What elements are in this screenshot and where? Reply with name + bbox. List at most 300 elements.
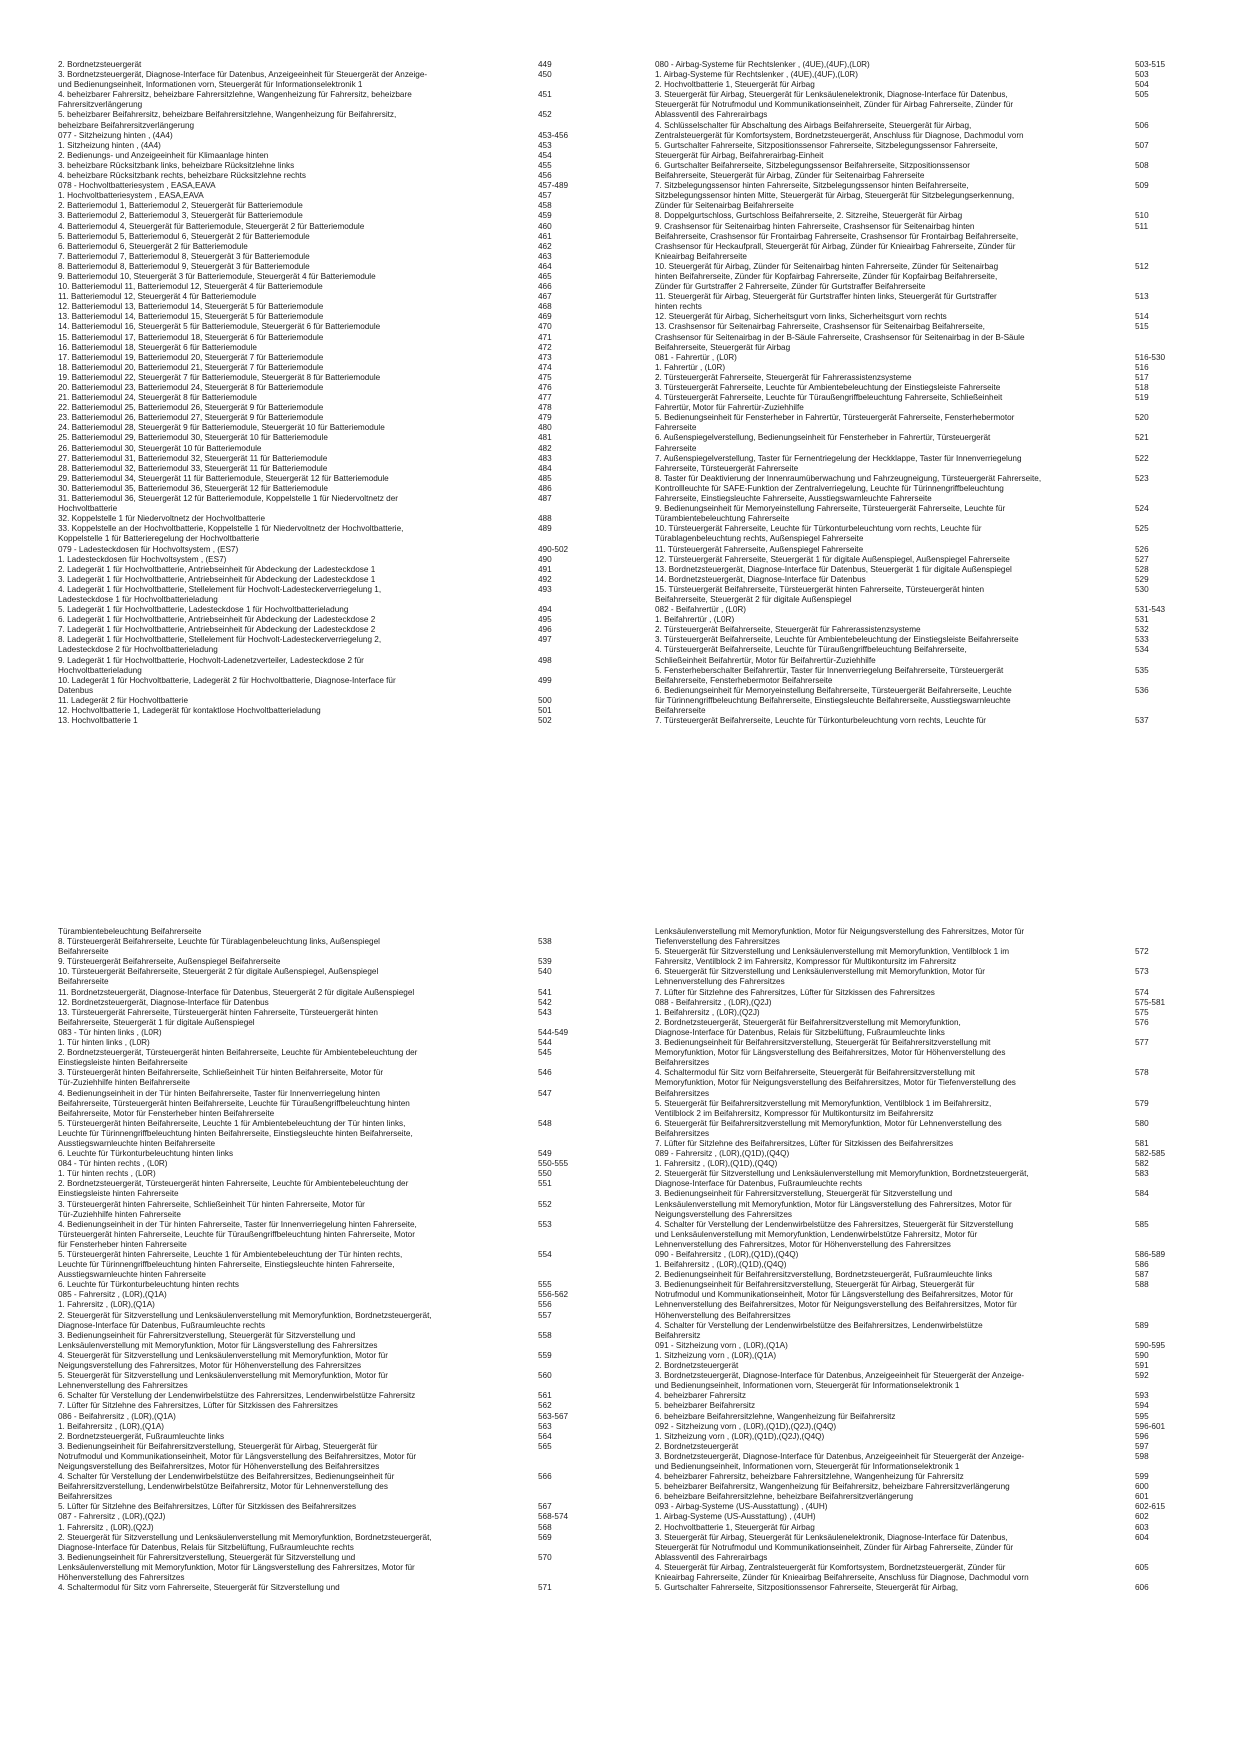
toc-entry-text: 1. Beifahrersitz , (L0R),(Q1A): [58, 1421, 165, 1431]
toc-entry-row: [58, 1391, 638, 1401]
toc-entry-row: [58, 1432, 638, 1442]
toc-page-number: 526: [1135, 544, 1149, 554]
toc-entry-row: [58, 575, 638, 585]
toc-entry-text: 3. Bordnetzsteuergerät, Diagnose-Interface für Datenbus, Anzeigeeinheit für Steuergerät der Anzeige-: [655, 1451, 1025, 1461]
toc-entry-row: [58, 504, 638, 514]
toc-page-number: 606: [1135, 1583, 1149, 1593]
toc-entry-text: 086 - Beifahrersitz , (L0R),(Q1A): [58, 1411, 176, 1421]
toc-entry-text: Türambientebeleuchtung Beifahrerseite: [58, 927, 202, 936]
toc-entry-text: Fahrerseite, Einstiegsleuchte Fahrerseite, Ausstiegswarnleuchte Fahrerseite: [655, 494, 932, 504]
toc-entry-text: 3. Batteriemodul 2, Batteriemodul 3, Steuergerät für Batteriemodule: [58, 211, 303, 221]
toc-entry-text: 5. Türsteuergerät hinten Beifahrerseite, Leuchte 1 für Ambientebeleuchtung der Tür hinten links,: [58, 1118, 406, 1128]
toc-page-number: 585: [1135, 1219, 1149, 1229]
toc-page-number: 498: [538, 655, 552, 665]
toc-page-number: 461: [538, 231, 552, 241]
toc-entry-text: 4. Schalter für Verstellung der Lendenwirbelstütze des Beifahrersitzes, Bedienungseinheit für: [58, 1472, 395, 1482]
toc-entry-text: 3. Türsteuergerät hinten Beifahrerseite, Schließeinheit Tür hinten Beifahrerseite, Motor für: [58, 1068, 384, 1078]
toc-entry-row: [655, 1472, 1235, 1482]
toc-page-number: 499: [538, 675, 552, 685]
toc-page-number: 484: [538, 463, 552, 473]
toc-entry-text: 1. Tür hinten links , (L0R): [58, 1038, 150, 1048]
toc-entry-text: 5. beheizbarer Beifahrersitz, beheizbare Beifahrersitzlehne, Wangenheizung für Beifahrersitz,: [58, 110, 397, 120]
toc-column-top-left: [58, 60, 638, 726]
toc-page-number: 503: [1135, 70, 1149, 80]
toc-page-number: 511: [1135, 221, 1149, 231]
toc-entry-text: Notrufmodul und Kommunikationseinheit, Motor für Längsverstellung des Beifahrersitzes, Motor für: [655, 1290, 1014, 1300]
toc-page-number: [1135, 484, 1215, 494]
toc-section-row: [655, 1250, 1235, 1260]
toc-entry-text: 28. Batteriemodul 32, Batteriemodul 33, Steuergerät 11 für Batteriemodule: [58, 463, 328, 473]
toc-entry-text: 6. Bedienungseinheit für Memoryeinstellung Beifahrerseite, Türsteuergerät Beifahrerseite, Leuchte: [655, 685, 1012, 695]
toc-entry-text: 2. Hochvoltbatterie 1, Steuergerät für Airbag: [655, 1522, 815, 1532]
toc-page-number: 539: [538, 957, 552, 967]
toc-page-number: 534: [1135, 645, 1149, 655]
toc-page-number: 459: [538, 211, 552, 221]
toc-entry-row: [58, 191, 638, 201]
toc-entry-text: 10. Steuergerät für Airbag, Zünder für Seitenairbag hinten Fahrerseite, Zünder für Seitenairbag: [655, 261, 999, 271]
toc-page-number: 463: [538, 251, 552, 261]
toc-entry-row: [58, 1129, 638, 1139]
toc-entry-row: [655, 100, 1235, 110]
toc-entry-row: [58, 625, 638, 635]
toc-page-number: 560: [538, 1371, 552, 1381]
toc-entry-row: [655, 403, 1235, 413]
toc-entry-text: Beifahrersitzes: [655, 1128, 710, 1138]
toc-entry-row: [58, 595, 638, 605]
toc-entry-text: Hochvoltbatterieladung: [58, 665, 142, 675]
toc-entry-text: 2. Bordnetzsteuergerät, Steuergerät für Beifahrersitzverstellung mit Memoryfunktion,: [655, 1017, 961, 1027]
toc-page-number: 536: [1135, 685, 1149, 695]
toc-entry-text: 10. Ladegerät 1 für Hochvoltbatterie, Ladegerät 2 für Hochvoltbatterie, Diagnose-Interface für: [58, 675, 396, 685]
toc-entry-text: Knieairbag Beifahrerseite: [655, 251, 747, 261]
toc-entry-row: [655, 211, 1235, 221]
toc-section-row: [655, 60, 1235, 70]
toc-entry-row: [655, 232, 1235, 242]
toc-entry-row: [58, 222, 638, 232]
toc-entry-text: Zünder für Seitenairbag Beifahrerseite: [655, 201, 794, 211]
toc-entry-text: 33. Koppelstelle an der Hochvoltbatterie, Koppelstelle 1 für Niedervoltnetz der Hochvoltbatterie,: [58, 524, 404, 534]
toc-entry-text: 1. Sitzheizung hinten , (4A4): [58, 140, 161, 150]
toc-page-number: [1135, 514, 1215, 524]
toc-section-row: [655, 1341, 1235, 1351]
toc-entry-row: [58, 1482, 638, 1492]
toc-entry-text: Beifahrerseite, Crashsensor für Frontairbag Fahrerseite, Crashsensor für Frontairbag Beifahrerseite,: [655, 231, 1019, 241]
toc-entry-row: [655, 1089, 1235, 1099]
toc-entry-row: [58, 383, 638, 393]
toc-page-number: 581: [1135, 1138, 1149, 1148]
toc-entry-row: [655, 595, 1235, 605]
toc-entry-row: [655, 1432, 1235, 1442]
toc-entry-row: [655, 1119, 1235, 1129]
toc-entry-text: 3. Ladegerät 1 für Hochvoltbatterie, Antriebseinheit für Abdeckung der Ladesteckdose 1: [58, 574, 376, 584]
toc-page-number: 513: [1135, 292, 1149, 302]
toc-section-row: [655, 353, 1235, 363]
toc-entry-row: [655, 464, 1235, 474]
toc-entry-text: Steuergerät für Airbag, Beifahrerairbag-Einheit: [655, 150, 824, 160]
toc-entry-row: [58, 1492, 638, 1502]
toc-entry-row: [58, 1240, 638, 1250]
toc-entry-text: Memoryfunktion, Motor für Neigungsverstellung des Beifahrersitzes, Motor für Tiefenverstellung des: [655, 1078, 1016, 1088]
toc-entry-row: [655, 343, 1235, 353]
toc-entry-row: [58, 1139, 638, 1149]
toc-entry-row: [655, 1018, 1235, 1028]
toc-entry-row: [58, 706, 638, 716]
toc-column-top-right: [655, 60, 1235, 726]
toc-entry-text: Höhenverstellung des Beifahrersitzes: [655, 1310, 791, 1320]
toc-entry-text: 11. Türsteuergerät Fahrerseite, Außenspiegel Fahrerseite: [655, 544, 864, 554]
toc-entry-text: Ablassventil des Fahrerairbags: [655, 110, 768, 120]
toc-entry-text: 9. Batteriemodul 10, Steuergerät 3 für Batteriemodule, Steuergerät 4 für Batteriemodule: [58, 271, 376, 281]
toc-entry-row: [58, 211, 638, 221]
toc-page-number: [1135, 333, 1215, 343]
toc-entry-text: 078 - Hochvoltbatteriesystem , EASA,EAVA: [58, 181, 216, 191]
toc-page-number: [1135, 1290, 1215, 1300]
toc-page-number: [538, 1139, 618, 1149]
toc-entry-row: [655, 121, 1235, 131]
toc-page-number: 590-595: [1135, 1340, 1166, 1350]
toc-page-number: 488: [538, 514, 552, 524]
toc-entry-text: 24. Batteriemodul 28, Steuergerät 9 für Batteriemodule, Steuergerät 10 für Batteriemodule: [58, 423, 385, 433]
toc-entry-text: beheizbare Beifahrersitzverlängerung: [58, 120, 195, 130]
toc-page-number: [1135, 1381, 1215, 1391]
toc-page-number: [538, 1058, 618, 1068]
toc-entry-text: 5. Ladegerät 1 für Hochvoltbatterie, Ladesteckdose 1 für Hochvoltbatterieladung: [58, 605, 349, 615]
toc-page-number: [1135, 1240, 1215, 1250]
toc-page-number: 589: [1135, 1320, 1149, 1330]
toc-entry-row: [58, 474, 638, 484]
toc-entry-row: [58, 686, 638, 696]
toc-page-number: [1135, 595, 1215, 605]
toc-page-number: 597: [1135, 1441, 1149, 1451]
toc-page-number: [1135, 1028, 1215, 1038]
toc-page-number: 508: [1135, 160, 1149, 170]
toc-section-row: [58, 1290, 638, 1300]
toc-page-number: 522: [1135, 453, 1149, 463]
toc-page-number: 563-567: [538, 1411, 569, 1421]
toc-entry-row: [58, 645, 638, 655]
toc-page-number: [1135, 1573, 1215, 1583]
toc-entry-row: [655, 1321, 1235, 1331]
toc-entry-row: [58, 1381, 638, 1391]
toc-entry-text: 088 - Beifahrersitz , (L0R),(Q2J): [655, 997, 772, 1007]
toc-entry-row: [58, 90, 638, 100]
toc-entry-row: [58, 1008, 638, 1018]
toc-entry-row: [655, 292, 1235, 302]
toc-entry-text: 16. Batteriemodul 18, Steuergerät 6 für Batteriemodule: [58, 342, 257, 352]
toc-entry-row: [655, 947, 1235, 957]
toc-page-number: 460: [538, 221, 552, 231]
toc-entry-row: [655, 474, 1235, 484]
toc-entry-row: [58, 1078, 638, 1088]
toc-entry-text: 8. Ladegerät 1 für Hochvoltbatterie, Stellelement für Hochvolt-Ladesteckerverriegelung 2,: [58, 635, 382, 645]
toc-entry-text: 3. Türsteuergerät Fahrerseite, Leuchte für Ambientebeleuchtung der Einstiegsleiste Fahrerseite: [655, 383, 1001, 392]
toc-entry-row: [655, 1048, 1235, 1058]
toc-entry-row: [58, 60, 638, 70]
toc-entry-row: [655, 1401, 1235, 1411]
toc-entry-row: [58, 433, 638, 443]
toc-entry-text: 7. Lüfter für Sitzlehne des Beifahrersitzes, Lüfter für Sitzkissen des Beifahrersitzes: [655, 1138, 954, 1148]
toc-entry-row: [58, 1351, 638, 1361]
toc-page-number: 474: [538, 362, 552, 372]
toc-entry-row: [58, 1462, 638, 1472]
toc-entry-text: Beifahrerseite: [58, 947, 109, 957]
toc-entry-row: [655, 1462, 1235, 1472]
toc-entry-text: 7. Sitzbelegungssensor hinten Fahrerseite, Sitzbelegungssensor hinten Beifahrerseite,: [655, 181, 969, 191]
toc-page-number: 472: [538, 342, 552, 352]
toc-entry-text: Diagnose-Interface für Datenbus, Relais für Sitzbelüftung, Fußraumleuchte rechts: [58, 1542, 354, 1552]
toc-page-number: 601: [1135, 1492, 1149, 1502]
toc-page-number: 449: [538, 60, 552, 69]
toc-page-number: 553: [538, 1219, 552, 1229]
toc-entry-row: [655, 1533, 1235, 1543]
toc-entry-text: 2. Bordnetzsteuergerät, Fußraumleuchte links: [58, 1431, 225, 1441]
toc-section-row: [655, 1149, 1235, 1159]
toc-page-number: [538, 1462, 618, 1472]
toc-entry-row: [655, 1583, 1235, 1593]
toc-entry-text: 5. Steuergerät für Sitzverstellung und Lenksäulenverstellung mit Memoryfunktion, Motor für: [58, 1371, 388, 1381]
toc-entry-row: [58, 1331, 638, 1341]
toc-entry-text: 1. Ladesteckdosen für Hochvoltsystem , (ES7): [58, 554, 227, 564]
toc-page-number: 510: [1135, 211, 1149, 221]
toc-entry-row: [58, 605, 638, 615]
toc-entry-text: Fahrerseite, Türsteuergerät Fahrerseite: [655, 463, 799, 473]
toc-page-number: 518: [1135, 383, 1149, 392]
toc-entry-row: [58, 322, 638, 332]
toc-page-number: 573: [1135, 967, 1149, 977]
toc-entry-text: 11. Ladegerät 2 für Hochvoltbatterie: [58, 695, 189, 705]
toc-entry-row: [58, 1169, 638, 1179]
toc-entry-row: [58, 302, 638, 312]
toc-entry-text: 2. Bordnetzsteuergerät: [58, 60, 142, 69]
toc-page-number: [538, 686, 618, 696]
toc-entry-row: [58, 1371, 638, 1381]
toc-entry-row: [58, 1573, 638, 1583]
toc-entry-text: 1. Beifahrersitz , (L0R),(Q2J): [655, 1007, 760, 1017]
toc-page-number: 516: [1135, 362, 1149, 372]
toc-page-number: [1135, 232, 1215, 242]
toc-entry-text: 3. Bedienungseinheit für Fahrersitzverstellung, Steuergerät für Sitzverstellung und: [655, 1189, 953, 1199]
toc-entry-text: 5. Fensterheberschalter Beifahrertür, Taster für Innenverriegelung Beifahrerseite, Türsteuergerät: [655, 665, 1004, 675]
toc-entry-row: [655, 625, 1235, 635]
toc-entry-text: 2. Bordnetzsteuergerät, Türsteuergerät hinten Fahrerseite, Leuchte für Ambientebeleuchtung der: [58, 1179, 409, 1189]
toc-entry-row: [655, 1210, 1235, 1220]
toc-entry-text: Lehnenverstellung des Fahrersitzes: [58, 1381, 188, 1391]
toc-entry-text: Beifahrerseite: [655, 706, 706, 715]
toc-page-number: [538, 927, 618, 937]
toc-entry-row: [58, 1230, 638, 1240]
toc-entry-text: 4. Batteriemodul 4, Steuergerät für Batteriemodule, Steuergerät 2 für Batteriemodule: [58, 221, 365, 231]
toc-entry-text: 5. Türsteuergerät hinten Fahrerseite, Leuchte 1 für Ambientebeleuchtung der Tür hinten rechts,: [58, 1250, 403, 1259]
toc-page-number: [1135, 1543, 1215, 1553]
toc-page-number: 497: [538, 635, 552, 645]
toc-entry-text: 2. Bordnetzsteuergerät: [655, 1441, 739, 1451]
toc-entry-row: [655, 302, 1235, 312]
toc-entry-row: [655, 1482, 1235, 1492]
toc-entry-text: Beifahrerseite, Steuergerät 2 für digitale Außenspiegel: [655, 594, 852, 604]
toc-page-number: [1135, 706, 1215, 716]
toc-page-number: 453: [538, 140, 552, 150]
toc-page-number: 574: [1135, 987, 1149, 997]
toc-entry-text: Tiefenverstellung des Fahrersitzes: [655, 937, 780, 947]
toc-entry-row: [655, 222, 1235, 232]
toc-entry-text: 5. Steuergerät für Beifahrersitzverstellung mit Memoryfunktion, Ventilblock 1 im Beifahrersitz,: [655, 1098, 992, 1108]
toc-entry-text: 12. Hochvoltbatterie 1, Ladegerät für kontaktlose Hochvoltbatterieladung: [58, 706, 321, 715]
toc-page-number: 583: [1135, 1169, 1149, 1179]
toc-entry-row: [58, 1321, 638, 1331]
toc-entry-row: [655, 363, 1235, 373]
toc-page-number: 516-530: [1135, 352, 1166, 362]
toc-entry-text: 18. Batteriemodul 20, Batteriemodul 21, Steuergerät 7 für Batteriemodule: [58, 362, 324, 372]
toc-entry-row: [655, 151, 1235, 161]
toc-entry-text: 6. beheizbare Beifahrersitzlehne, Wangenheizung für Beifahrersitz: [655, 1411, 896, 1421]
toc-entry-text: 5. Steuergerät für Sitzverstellung und Lenksäulenverstellung mit Memoryfunktion, Ventilblock 1 im: [655, 947, 1010, 957]
toc-entry-text: 4. Bedienungseinheit in der Tür hinten Fahrerseite, Taster für Innenverriegelung hinten Fahrerseite,: [58, 1219, 417, 1229]
toc-entry-row: [58, 988, 638, 998]
toc-page-number: 571: [538, 1583, 552, 1593]
toc-entry-row: [655, 322, 1235, 332]
toc-entry-row: [655, 1452, 1235, 1462]
toc-entry-row: [58, 100, 638, 110]
toc-entry-text: 080 - Airbag-Systeme für Rechtslenker , (4UE),(4UF),(L0R): [655, 60, 870, 69]
toc-entry-text: 29. Batteriemodul 34, Steuergerät 11 für Batteriemodule, Steuergerät 12 für Batteriemodule: [58, 473, 389, 483]
toc-section-row: [58, 1512, 638, 1522]
toc-entry-row: [655, 1351, 1235, 1361]
toc-entry-row: [655, 1563, 1235, 1573]
toc-entry-text: und Bedienungseinheit, Informationen vorn, Steuergerät für Informationselektronik 1: [58, 80, 363, 90]
toc-page-number: [538, 1109, 618, 1119]
toc-entry-row: [655, 1068, 1235, 1078]
toc-entry-row: [655, 242, 1235, 252]
toc-entry-row: [58, 232, 638, 242]
toc-entry-row: [655, 1129, 1235, 1139]
toc-entry-row: [655, 545, 1235, 555]
toc-entry-row: [655, 555, 1235, 565]
toc-entry-text: 13. Hochvoltbatterie 1: [58, 716, 138, 726]
toc-entry-text: 4. Steuergerät für Airbag, Zentralsteuergerät für Komfortsystem, Bordnetzsteuergerät, Zünder für: [655, 1562, 1006, 1572]
toc-page-number: 598: [1135, 1451, 1149, 1461]
toc-page-number: [1135, 343, 1215, 353]
toc-entry-text: hinten Beifahrerseite, Zünder für Kopfairbag Fahrerseite, Zünder für Kopfairbag Beifahrerseite,: [655, 271, 998, 281]
toc-entry-text: Beifahrersitzes: [655, 1088, 710, 1098]
toc-page-number: 587: [1135, 1270, 1149, 1280]
toc-entry-text: Beifahrerseite, Türsteuergerät hinten Beifahrerseite, Leuchte für Türaußengriffbeleuchtung hinten: [58, 1098, 410, 1108]
toc-entry-row: [655, 988, 1235, 998]
toc-page-number: 454: [538, 150, 552, 160]
toc-entry-text: 077 - Sitzheizung hinten , (4A4): [58, 130, 173, 140]
toc-entry-text: Notrufmodul und Kommunikationseinheit, Motor für Längsverstellung des Beifahrersitzes, Motor für: [58, 1451, 417, 1461]
toc-entry-text: 6. Gurtschalter Beifahrerseite, Sitzbelegungssensor Beifahrerseite, Sitzpositionssensor: [655, 160, 970, 170]
toc-entry-text: 4. Bedienungseinheit in der Tür hinten Beifahrerseite, Taster für Innenverriegelung hinten: [58, 1088, 380, 1098]
toc-page-number: 555: [538, 1280, 552, 1290]
toc-page-number: 535: [1135, 665, 1149, 675]
toc-entry-text: Memoryfunktion, Motor für Längsverstellung des Beifahrersitzes, Motor für Höhenverstellung des: [655, 1048, 1006, 1058]
toc-entry-row: [655, 1240, 1235, 1250]
toc-entry-row: [58, 1200, 638, 1210]
toc-entry-text: 22. Batteriemodul 25, Batteriemodul 26, Steuergerät 9 für Batteriemodule: [58, 403, 324, 413]
toc-page-number: 551: [538, 1179, 552, 1189]
toc-page-number: 575: [1135, 1007, 1149, 1017]
toc-entry-row: [655, 1220, 1235, 1230]
toc-entry-text: 3. Steuergerät für Airbag, Steuergerät für Lenksäulenelektronik, Diagnose-Interface für Datenbus,: [655, 90, 1008, 100]
toc-page-number: [1135, 282, 1215, 292]
toc-entry-row: [655, 937, 1235, 947]
toc-entry-text: 7. Türsteuergerät Beifahrerseite, Leuchte für Türkonturbeleuchtung vorn rechts, Leuchte für: [655, 716, 987, 726]
toc-entry-text: Beifahrerseite, Steuergerät für Airbag, Zünder für Seitenairbag Fahrerseite: [655, 171, 925, 181]
toc-entry-row: [58, 1058, 638, 1068]
toc-entry-row: [655, 1290, 1235, 1300]
toc-entry-text: 10. Türsteuergerät Fahrerseite, Leuchte für Türkonturbeleuchtung vorn rechts, Leuchte für: [655, 524, 982, 534]
toc-entry-text: Beifahrerseite: [58, 977, 109, 987]
toc-page-number: [538, 1230, 618, 1240]
toc-entry-text: Ausstiegswarnleuchte hinten Beifahrerseite: [58, 1138, 216, 1148]
toc-entry-text: 7. Batteriemodul 7, Batteriemodul 8, Steuergerät 3 für Batteriemodule: [58, 251, 310, 261]
toc-entry-row: [58, 565, 638, 575]
toc-entry-text: Ausstiegswarnleuchte hinten Fahrerseite: [58, 1270, 206, 1280]
toc-entry-row: [58, 1300, 638, 1310]
toc-entry-row: [655, 131, 1235, 141]
toc-page-number: [1135, 1462, 1215, 1472]
toc-entry-text: 5. Lüfter für Sitzlehne des Beifahrersitzes, Lüfter für Sitzkissen des Beifahrersitzes: [58, 1502, 357, 1512]
toc-page-number: 540: [538, 967, 552, 977]
toc-entry-text: hinten rechts: [655, 302, 702, 312]
toc-page-number: 584: [1135, 1189, 1149, 1199]
toc-entry-text: Beifahrerseite, Motor für Fensterheber hinten Beifahrerseite: [58, 1108, 275, 1118]
toc-entry-text: 2. Hochvoltbatterie 1, Steuergerät für Airbag: [655, 80, 815, 90]
toc-entry-text: Ladesteckdose 2 für Hochvoltbatterieladung: [58, 645, 218, 655]
toc-entry-row: [655, 1412, 1235, 1422]
toc-page-number: 591: [1135, 1361, 1149, 1371]
toc-page-number: 493: [538, 584, 552, 594]
toc-page-number: 604: [1135, 1532, 1149, 1542]
toc-entry-text: Lenksäulenverstellung mit Memoryfunktion, Motor für Neigungsverstellung des Fahrersitzes, Motor für: [655, 927, 1025, 936]
toc-page-number: 476: [538, 383, 552, 392]
toc-page-number: 590: [1135, 1350, 1149, 1360]
toc-entry-row: [655, 1028, 1235, 1038]
toc-entry-row: [58, 716, 638, 726]
toc-entry-row: [655, 706, 1235, 716]
toc-entry-text: Fahrersitz, Ventilblock 2 im Fahrersitz, Kompressor für Multikontursitz im Fahrersitz: [655, 957, 957, 967]
toc-page-number: 550: [538, 1169, 552, 1179]
toc-entry-text: 17. Batteriemodul 19, Batteriemodul 20, Steuergerät 7 für Batteriemodule: [58, 352, 324, 362]
toc-entry-row: [655, 484, 1235, 494]
toc-page-number: 586-589: [1135, 1250, 1166, 1259]
toc-entry-row: [655, 373, 1235, 383]
toc-entry-text: 082 - Beifahrertür , (L0R): [655, 605, 747, 615]
toc-page-number: [538, 1543, 618, 1553]
toc-page-number: 575-581: [1135, 997, 1166, 1007]
toc-entry-text: Ladesteckdose 1 für Hochvoltbatterieladung: [58, 594, 218, 604]
toc-entry-row: [655, 1058, 1235, 1068]
toc-page-number: 486: [538, 483, 552, 493]
toc-page-number: 592: [1135, 1371, 1149, 1381]
toc-entry-row: [655, 524, 1235, 534]
toc-page-number: [1135, 1129, 1215, 1139]
toc-entry-row: [58, 1038, 638, 1048]
toc-page-number: 481: [538, 433, 552, 443]
toc-page-number: 576: [1135, 1017, 1149, 1027]
toc-entry-text: 085 - Fahrersitz , (L0R),(Q1A): [58, 1290, 167, 1300]
toc-entry-text: 1. Beifahrersitz , (L0R),(Q1D),(Q4Q): [655, 1260, 787, 1270]
toc-page-number: 525: [1135, 524, 1149, 534]
toc-page-number: [1135, 534, 1215, 544]
toc-entry-text: Sitzbelegungssensor hinten Mitte, Steuergerät für Airbag, Steuergerät für Sitzbelegungserkennung,: [655, 191, 1015, 201]
toc-page-number: 457-489: [538, 181, 569, 191]
toc-page-number: 492: [538, 574, 552, 584]
toc-page-number: 467: [538, 292, 552, 302]
toc-entry-row: [58, 464, 638, 474]
toc-entry-row: [655, 413, 1235, 423]
toc-entry-row: [58, 1452, 638, 1462]
